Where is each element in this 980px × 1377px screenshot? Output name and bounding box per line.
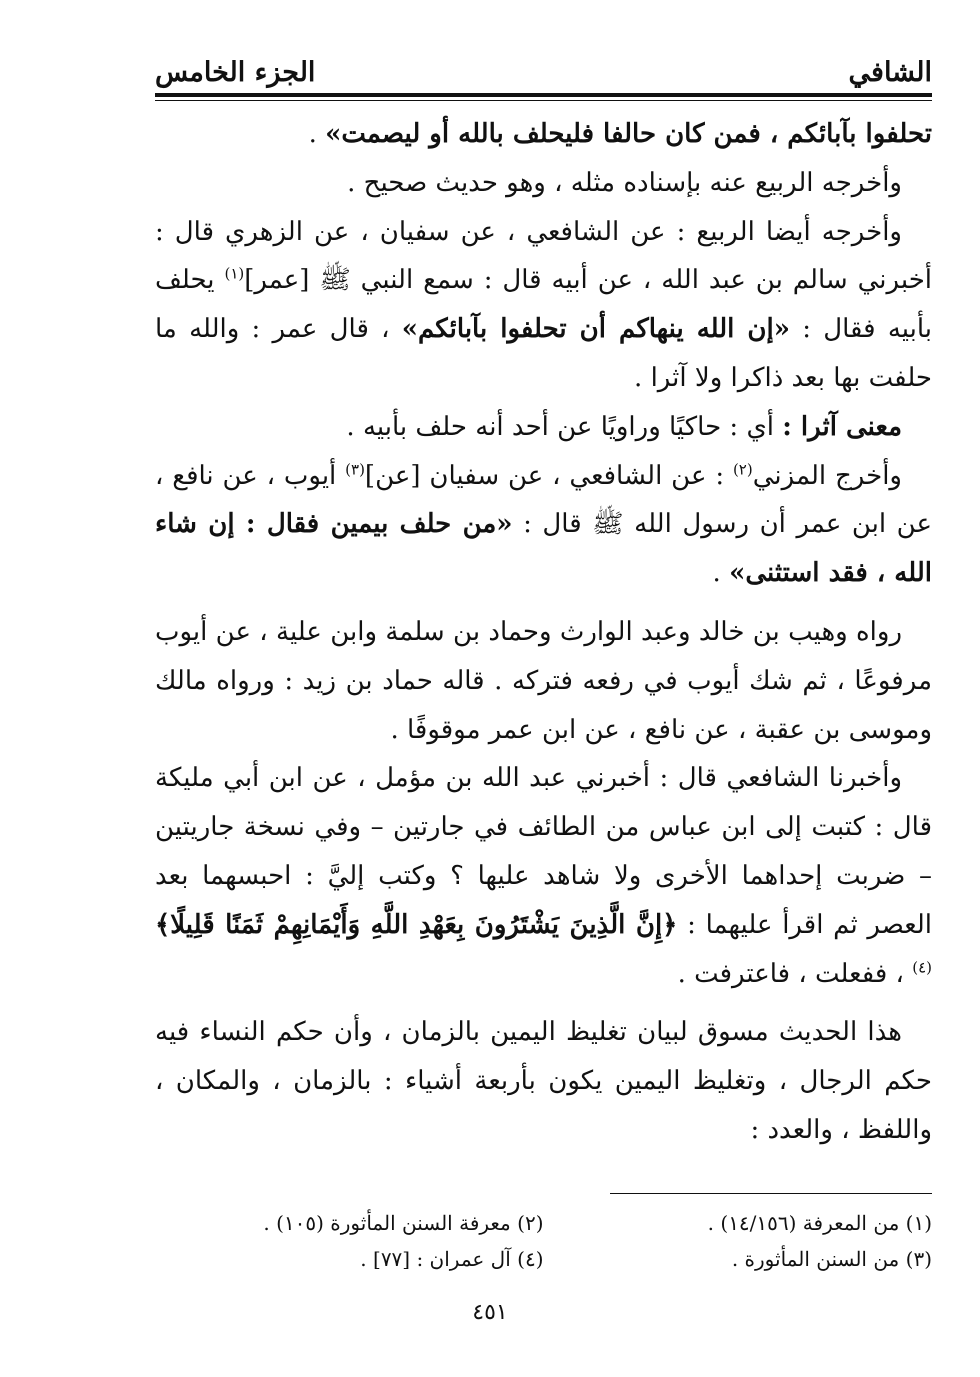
header-book-title: الشافي xyxy=(848,57,932,88)
footnote-separator xyxy=(610,1193,932,1194)
paragraph-6: رواه وهيب بن خالد وعبد الوارث وحماد بن سلمة وابن علية ، عن أيوب مرفوعًا ، ثم شك أيوب في رفعه فتركه . قاله حماد بن زيد : ورواه مالك وموسى بن عقبة ، عن نافع ، عن ابن عمر موقوفًا . xyxy=(155,616,932,745)
footnote-1: (١) من المعرفة (١٤/١٥٦) . xyxy=(707,1211,932,1235)
paragraph-2: وأخرجه الربيع عنه بإسناده مثله ، وهو حديث صحيح . xyxy=(347,167,902,198)
page-number: ٤٥١ xyxy=(472,1300,508,1325)
footnotes xyxy=(155,1205,932,1277)
paragraph-8: هذا الحديث مسوق لبيان تغليظ اليمين بالزمان ، وأن حكم النساء فيه حكم الرجال ، وتغليظ اليمين يكون بأربعة أشياء : بالزمان ، والمكان ، واللفظ ، والعدد : xyxy=(155,1017,932,1145)
footnote-2: (٢) معرفة السنن المأثورة (١٠٥) . xyxy=(263,1211,544,1235)
footnote-ref-1: (١) xyxy=(224,264,245,283)
header-volume-title: الجزء الخامس xyxy=(155,57,316,88)
paragraph-4: معنى آثرا : أي : حاكيًا وراويًا عن أحد أنه حلف بأبيه . xyxy=(346,411,902,442)
paragraph-7: وأخبرنا الشافعي قال : أخبرني عبد الله بن مؤمل ، عن ابن أبي مليكة قال : كتبت إلى ابن عباس من الطائف في جارتين – وفي نسخة جاريتين – ضربت إحداهما الأخرى ولا شاهد عليها ؟ وكتب إليَّ : احبسهما بعد العصر ثم اقرأ عليهما : ﴿إِنَّ الَّذِينَ يَشْتَرُونَ بِعَهْدِ اللَّهِ وَأَيْمَانِهِمْ ثَمَنًا قَلِيلًا﴾$^{(٤)}$ ، ففعلت ، فاعترفت . xyxy=(155,763,932,989)
footnote-3: (٣) من السنن المأثورة . xyxy=(731,1247,932,1271)
header-rule-thin xyxy=(155,100,932,101)
header-rule-thick xyxy=(155,93,932,97)
footnote-ref-3: (٣) xyxy=(345,459,365,478)
paragraph-3: وأخرجه أيضا الربيع : عن الشافعي ، عن سفيان ، عن الزهري قال : أخبرني سالم بن عبد الله ، عن أبيه قال : سمع النبي ﷺ [عمر]$^{(١)}$ يحلف بأبيه فقال : «إن الله ينهاكم أن تحلفوا بآبائكم» ، قال عمر : والله ما حلفت بها بعد ذاكرا ولا آثرا . xyxy=(155,216,933,393)
main-text xyxy=(155,110,932,1155)
hadith-quote: «إن الله ينهاكم أن تحلفوا بآبائكم» xyxy=(401,314,790,345)
paragraph-5: وأخرج المزني$^{(٢)}$ : عن الشافعي ، عن سفيان [عن]$^{(٣)}$ أيوب ، عن نافع ، عن ابن عمر أن رسول الله ﷺ قال : «من حلف بيمين فقال : إن شاء الله ، فقد استثنى» . xyxy=(155,459,932,589)
running-header xyxy=(155,46,932,88)
paragraph-1: تحلفوا بآبائكم ، فمن كان حالفا فليحلف بالله أو ليصمت» . xyxy=(308,119,932,149)
hadith-quote: «من حلف بيمين فقال : إن شاء الله ، فقد استثنى» xyxy=(155,509,932,589)
quran-verse: ﴿إِنَّ الَّذِينَ يَشْتَرُونَ بِعَهْدِ اللَّهِ وَأَيْمَانِهِمْ ثَمَنًا قَلِيلًا﴾ xyxy=(155,909,678,940)
footnote-ref-4: (٤) xyxy=(912,957,932,976)
footnote-ref-2: (٢) xyxy=(732,459,753,478)
footnote-4: (٤) آل عمران : [٧٧] . xyxy=(360,1247,544,1271)
term-definition-label: معنى آثرا : xyxy=(782,411,902,442)
hadith-continuation: تحلفوا بآبائكم ، فمن كان حالفا فليحلف بالله أو ليصمت» xyxy=(325,119,932,149)
